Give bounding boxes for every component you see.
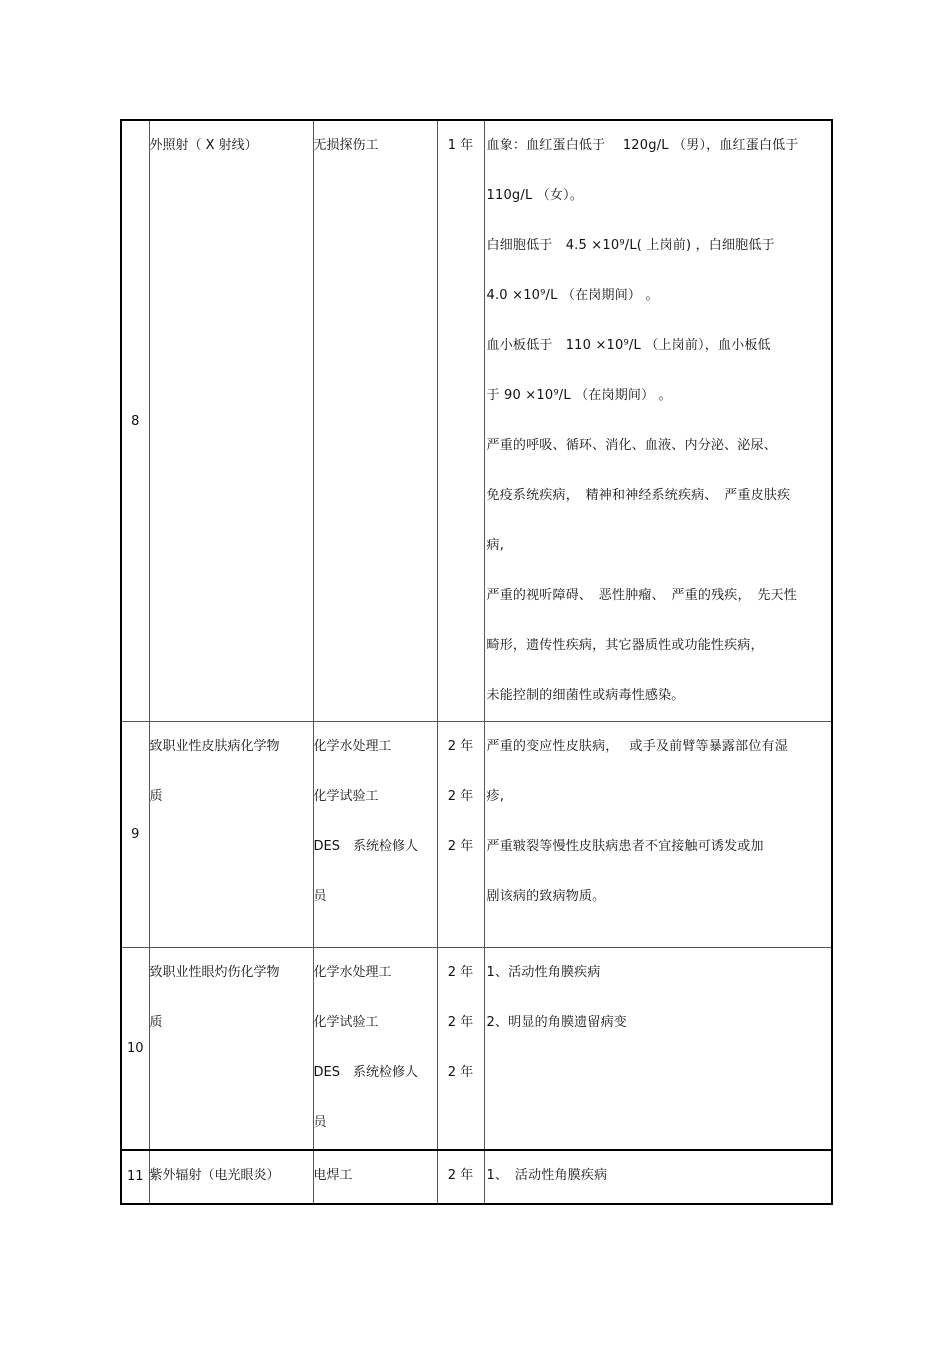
exam-period: 2 年 xyxy=(447,965,474,980)
job-type: 员 xyxy=(313,1115,327,1130)
contraindication-line: 免疫系统疾病， 精神和神经系统疾病、 严重皮肤疾 xyxy=(486,488,791,503)
table-row-8 xyxy=(121,120,832,722)
job-type: 无损探伤工 xyxy=(313,138,379,153)
contraindication-line: 畸形，遗传性疾病，其它器质性或功能性疾病， xyxy=(486,638,764,653)
contraindication-cell xyxy=(484,1150,832,1204)
occupational-health-table xyxy=(120,119,833,1205)
hazard-factor: 紫外辐射（电光眼炎） xyxy=(149,1167,280,1183)
hazard-factor-cell xyxy=(149,120,313,722)
row-number: 9 xyxy=(121,722,149,948)
contraindication-line: 白细胞低于 4.5 ×10⁹/L( 上岗前) ，白细胞低于 xyxy=(486,238,775,253)
hazard-factor-cell xyxy=(149,722,313,948)
contraindication-line: 病, xyxy=(486,538,505,553)
table-row-11 xyxy=(121,1150,832,1204)
contraindication-line: 疹, xyxy=(486,789,505,804)
contraindication-line: 剧该病的致病物质。 xyxy=(486,889,606,904)
exam-period-cell xyxy=(437,948,484,1150)
contraindication-line: 于 90 ×10⁹/L （在岗期间） 。 xyxy=(486,388,672,403)
exam-period-cell xyxy=(437,120,484,722)
job-type: DES 系统检修人 xyxy=(313,1065,418,1080)
hazard-factor: 质 xyxy=(149,1015,163,1030)
exam-period: 2 年 xyxy=(447,789,474,804)
hazard-factor: 外照射（ X 射线） xyxy=(149,138,258,153)
job-type: 化学试验工 xyxy=(313,1015,379,1030)
job-type-cell xyxy=(313,722,437,948)
job-type: 电焊工 xyxy=(313,1167,353,1183)
contraindication-line: 1、 活动性角膜疾病 xyxy=(486,1167,608,1183)
hazard-factor-cell xyxy=(149,1150,313,1204)
contraindication-cell xyxy=(484,722,832,948)
contraindication-line: 1、活动性角膜疾病 xyxy=(486,965,601,980)
job-type: 化学水处理工 xyxy=(313,965,392,980)
job-type-cell xyxy=(313,948,437,1150)
table-row-10 xyxy=(121,948,832,1150)
exam-period: 2 年 xyxy=(447,839,474,854)
exam-period: 2 年 xyxy=(447,739,474,754)
exam-period: 2 年 xyxy=(447,1167,474,1183)
contraindication-line: 110g/L （女）。 xyxy=(486,188,584,203)
exam-period: 1 年 xyxy=(447,138,474,153)
hazard-factor: 致职业性眼灼伤化学物 xyxy=(149,965,280,980)
job-type: 化学试验工 xyxy=(313,789,379,804)
job-type-cell xyxy=(313,120,437,722)
contraindication-cell xyxy=(484,948,832,1150)
exam-period: 2 年 xyxy=(447,1015,474,1030)
exam-period: 2 年 xyxy=(447,1065,474,1080)
table-row-9 xyxy=(121,722,832,948)
contraindication-line: 严重的呼吸、循环、消化、血液、内分泌、泌尿、 xyxy=(486,438,777,453)
contraindication-line: 血小板低于 110 ×10⁹/L （上岗前），血小板低 xyxy=(486,338,771,353)
job-type: 化学水处理工 xyxy=(313,739,392,754)
row-number: 10 xyxy=(121,948,149,1150)
row-number: 11 xyxy=(121,1150,149,1204)
job-type: DES 系统检修人 xyxy=(313,839,418,854)
hazard-factor-cell xyxy=(149,948,313,1150)
contraindication-line: 严重的变应性皮肤病， 或手及前臂等暴露部位有湿 xyxy=(486,739,788,754)
exam-period-cell xyxy=(437,722,484,948)
contraindication-line: 血象：血红蛋白低于 120g/L （男），血红蛋白低于 xyxy=(486,138,799,153)
hazard-factor: 质 xyxy=(149,789,163,804)
exam-period-cell xyxy=(437,1150,484,1204)
contraindication-line: 严重的视听障碍、 恶性肿瘤、 严重的残疾， 先天性 xyxy=(486,588,798,603)
row-number: 8 xyxy=(121,120,149,722)
job-type: 员 xyxy=(313,889,327,904)
job-type-cell xyxy=(313,1150,437,1204)
contraindication-line: 4.0 ×10⁹/L （在岗期间） 。 xyxy=(486,288,659,303)
contraindication-line: 未能控制的细菌性或病毒性感染。 xyxy=(486,688,685,703)
contraindication-line: 严重皲裂等慢性皮肤病患者不宜接触可诱发或加 xyxy=(486,839,764,854)
contraindication-line: 2、明显的角膜遗留病变 xyxy=(486,1015,627,1030)
contraindication-cell xyxy=(484,120,832,722)
hazard-factor: 致职业性皮肤病化学物 xyxy=(149,739,280,754)
